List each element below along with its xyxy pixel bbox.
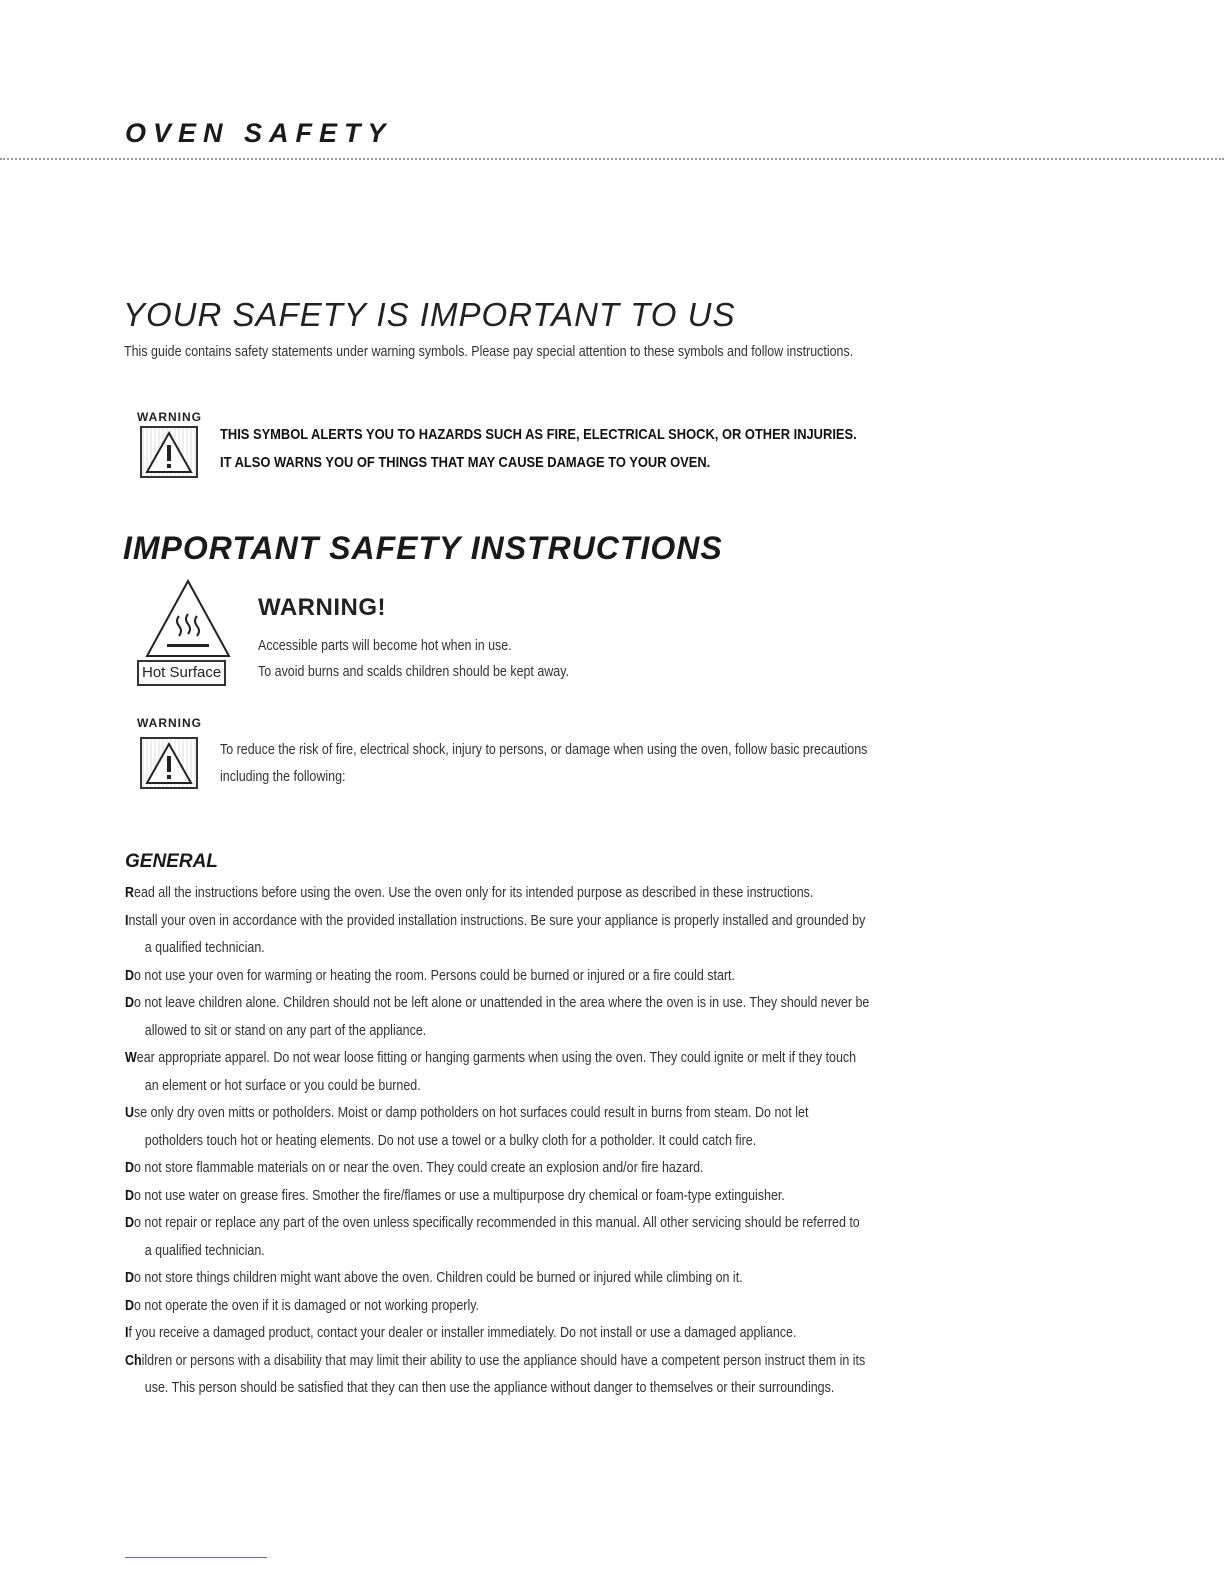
- warning-2-line-1: To reduce the risk of fire, electrical shock, injury to persons, or damage when using the oven, follow basic precautions: [220, 742, 868, 758]
- warning-symbol-line-2: IT ALSO WARNS YOU OF THINGS THAT MAY CAUSE DAMAGE TO YOUR OVEN.: [220, 454, 711, 471]
- rule-line: [125, 1073, 1054, 1101]
- rule-line: [125, 935, 1054, 963]
- rule-item: [125, 990, 1205, 1045]
- rule-text: o not use your oven for warming or heating the room. Persons could be burned or injured or a fire could start.: [134, 967, 735, 984]
- rule-item: [125, 908, 1205, 963]
- safety-heading: YOUR SAFETY IS IMPORTANT TO US: [123, 296, 736, 333]
- warning-label: WARNING: [137, 410, 202, 424]
- rule-item: [125, 1210, 1205, 1265]
- rule-text: o not leave children alone. Children should not be left alone or unattended in the area where the oven is in use. They should never be: [134, 995, 870, 1011]
- rule-text: o not store things children might want above the oven. Children could be burned or injured while climbing on it.: [134, 1270, 743, 1286]
- warning-title: WARNING!: [258, 594, 386, 621]
- rule-line: [125, 1375, 1054, 1403]
- rule-line: [125, 1265, 1054, 1293]
- general-rules-list: [125, 880, 1205, 1403]
- rule-text: ildren or persons with a disability that may limit their ability to use the appliance should have a competent person instruct them in its: [141, 1352, 866, 1369]
- rule-line: [125, 1210, 1054, 1238]
- rule-initial: I: [125, 912, 129, 929]
- rule-initial: D: [125, 995, 135, 1011]
- rule-text: o not repair or replace any part of the oven unless specifically recommended in this manual. All other servicing should be referred to: [134, 1215, 860, 1231]
- rule-text: f you receive a damaged product, contact your dealer or installer immediately. Do not install or use a damaged appliance.: [128, 1325, 797, 1341]
- rule-text: use. This person should be satisfied that they can then use the appliance without danger to themselves or their surroundings.: [144, 1380, 835, 1396]
- rule-text: ead all the instructions before using the oven. Use the oven only for its intended purpose as described in these instructions.: [134, 885, 814, 901]
- rule-initial: D: [125, 1160, 135, 1176]
- rule-text: potholders touch hot or heating elements. Do not use a towel or a bulky cloth for a potholder. It could catch fire.: [144, 1132, 757, 1149]
- rule-line: [125, 963, 1054, 991]
- rule-text: o not operate the oven if it is damaged or not working properly.: [134, 1297, 479, 1314]
- rule-item: [125, 1100, 1205, 1155]
- warning-symbol-line-1: THIS SYMBOL ALERTS YOU TO HAZARDS SUCH AS FIRE, ELECTRICAL SHOCK, OR OTHER INJURIES.: [220, 426, 857, 443]
- rule-initial: D: [125, 1215, 135, 1231]
- dotted-divider: [0, 158, 1224, 160]
- rule-item: [125, 1348, 1205, 1403]
- rule-line: [125, 880, 1054, 908]
- rule-initial: R: [125, 885, 135, 901]
- rule-line: [125, 1183, 1054, 1211]
- rule-text: an element or hot surface or you could be burned.: [144, 1077, 421, 1094]
- rule-item: [125, 1045, 1205, 1100]
- warning-triangle-icon: [140, 426, 198, 478]
- rule-initial: U: [125, 1105, 135, 1121]
- rule-line: [125, 1128, 1054, 1156]
- rule-line: [125, 990, 1054, 1018]
- rule-initial: W: [125, 1050, 137, 1066]
- rule-item: [125, 1265, 1205, 1293]
- rule-item: [125, 963, 1205, 991]
- rule-initial: Ch: [125, 1352, 142, 1369]
- rule-item: [125, 1320, 1205, 1348]
- intro-text: This guide contains safety statements under warning symbols. Please pay special attention to these symbols and follow instructions.: [124, 344, 854, 360]
- rule-initial: D: [125, 967, 135, 984]
- rule-item: [125, 1183, 1205, 1211]
- hot-surface-label: Hot Surface: [137, 660, 226, 686]
- rule-item: [125, 1293, 1205, 1321]
- rule-text: allowed to sit or stand on any part of the appliance.: [144, 1022, 427, 1039]
- rule-text: o not store flammable materials on or near the oven. They could create an explosion and/or fire hazard.: [134, 1160, 704, 1176]
- hot-warning-line-2: To avoid burns and scalds children should be kept away.: [258, 664, 570, 680]
- warning-triangle-icon: [140, 737, 198, 789]
- rule-line: [125, 908, 1054, 936]
- footer-rule: [125, 1557, 267, 1558]
- rule-text: se only dry oven mitts or potholders. Moist or damp potholders on hot surfaces could result in burns from steam. Do not let: [134, 1105, 809, 1121]
- rule-initial: D: [125, 1270, 135, 1286]
- rule-item: [125, 880, 1205, 908]
- warning-2-line-2: including the following:: [220, 769, 346, 785]
- rule-initial: D: [125, 1297, 135, 1314]
- rule-line: [125, 1238, 1054, 1266]
- rule-text: nstall your oven in accordance with the provided installation instructions. Be sure your appliance is properly installed and grounded by: [128, 912, 866, 929]
- rule-text: ear appropriate apparel. Do not wear loose fitting or hanging garments when using the oven. They could ignite or melt if they touch: [136, 1050, 857, 1066]
- rule-text: a qualified technician.: [144, 1242, 265, 1259]
- rule-line: [125, 1100, 1054, 1128]
- rule-initial: D: [125, 1187, 135, 1204]
- rule-line: [125, 1293, 1054, 1321]
- rule-line: [125, 1018, 1054, 1046]
- rule-item: [125, 1155, 1205, 1183]
- rule-initial: I: [125, 1325, 129, 1341]
- important-heading: IMPORTANT SAFETY INSTRUCTIONS: [123, 530, 723, 566]
- rule-line: [125, 1320, 1054, 1348]
- hot-warning-line-1: Accessible parts will become hot when in use.: [258, 638, 512, 654]
- rule-line: [125, 1045, 1054, 1073]
- section-title: OVEN SAFETY: [125, 118, 393, 148]
- warning-label-2: WARNING: [137, 716, 202, 730]
- rule-line: [125, 1155, 1054, 1183]
- rule-text: a qualified technician.: [144, 940, 265, 956]
- rule-line: [125, 1348, 1054, 1376]
- hot-surface-icon: [143, 578, 233, 665]
- general-heading: GENERAL: [125, 851, 218, 872]
- rule-text: o not use water on grease fires. Smother the fire/flames or use a multipurpose dry chemical or foam-type extinguisher.: [134, 1187, 785, 1204]
